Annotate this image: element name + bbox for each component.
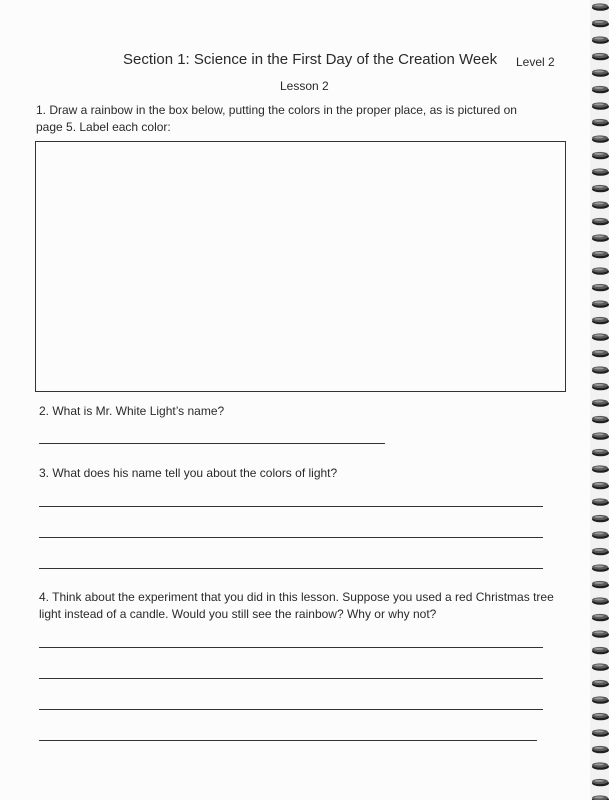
answer-line[interactable] bbox=[39, 568, 543, 569]
answer-line[interactable] bbox=[39, 647, 543, 648]
answer-line[interactable] bbox=[39, 443, 385, 444]
answer-line[interactable] bbox=[39, 678, 543, 679]
question-1-line-2: page 5. Label each color: bbox=[36, 120, 171, 134]
answer-line[interactable] bbox=[39, 506, 543, 507]
lesson-label: Lesson 2 bbox=[280, 79, 329, 93]
level-label: Level 2 bbox=[516, 55, 555, 69]
question-4-line-2: light instead of a candle. Would you still see the rainbow? Why or why not? bbox=[39, 607, 437, 621]
rainbow-drawing-box[interactable] bbox=[35, 141, 566, 392]
answer-line[interactable] bbox=[39, 740, 537, 741]
section-title: Section 1: Science in the First Day of the Creation Week bbox=[123, 51, 498, 68]
question-3-text: 3. What does his name tell you about the colors of light? bbox=[39, 466, 338, 480]
answer-line[interactable] bbox=[39, 709, 543, 710]
answer-line[interactable] bbox=[39, 537, 543, 538]
question-1-line-1: 1. Draw a rainbow in the box below, putting the colors in the proper place, as is pictured on bbox=[36, 103, 517, 117]
question-4-line-1: 4. Think about the experiment that you did in this lesson. Suppose you used a red Christmas tree bbox=[39, 590, 554, 604]
spiral-binding-icon bbox=[590, 0, 609, 800]
question-2-text: 2. What is Mr. White Light’s name? bbox=[39, 404, 225, 418]
